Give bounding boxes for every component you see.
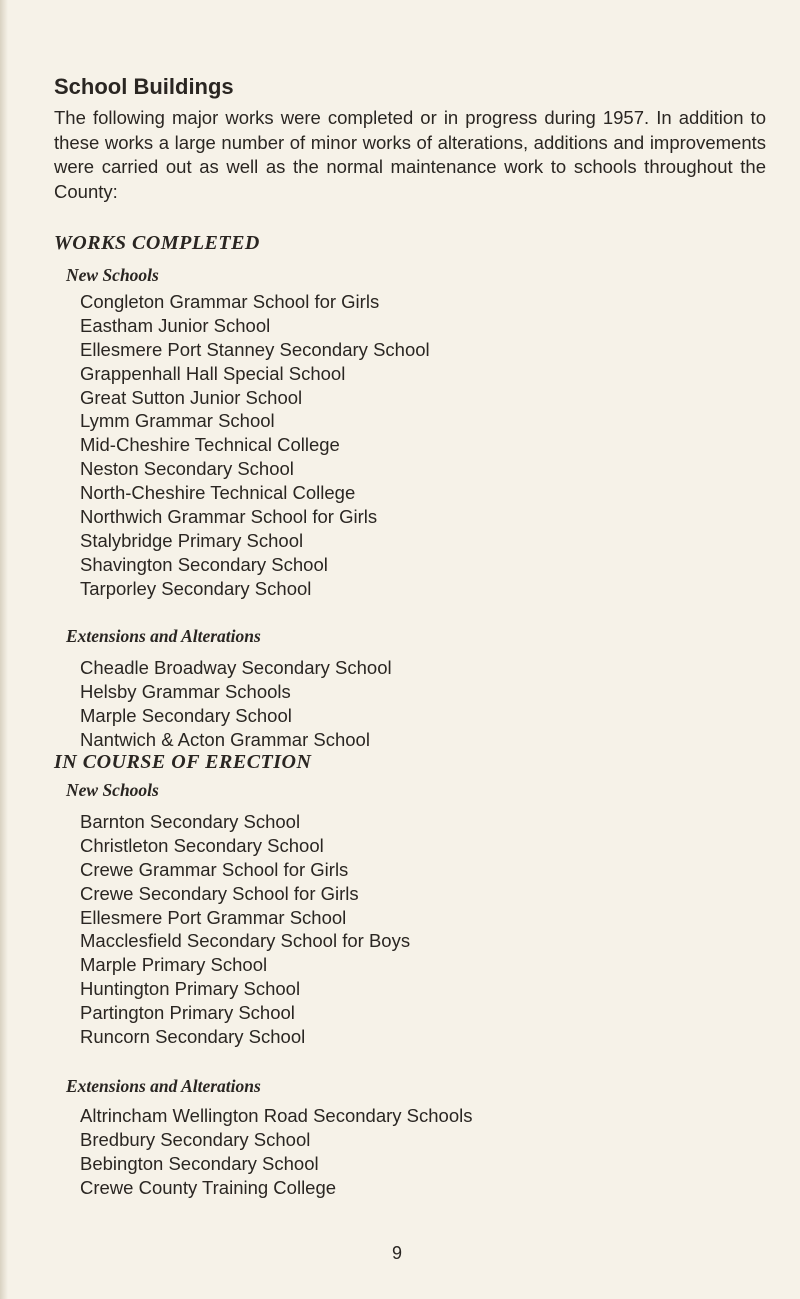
school-list-item: Nantwich & Acton Grammar School [80,728,370,750]
page-edge-shadow [0,0,8,1299]
school-list-item: Eastham Junior School [80,314,271,336]
school-list-item: Grappenhall Hall Special School [80,362,346,384]
school-list-item: Bebington Secondary School [80,1152,319,1174]
school-list-item: Crewe Grammar School for Girls [80,858,349,880]
school-list-item: Christleton Secondary School [80,834,324,856]
school-list-item: Altrincham Wellington Road Secondary Schools [80,1105,473,1126]
completed-new-schools-title: New Schools [66,265,159,285]
in-course-title: IN COURSE OF ERECTION [54,751,312,773]
school-list-item: Congleton Grammar School for Girls [80,291,380,312]
works-completed-title: WORKS COMPLETED [54,232,260,254]
in-course-extensions-title: Extensions and Alterations [66,1076,261,1096]
school-list-item: Stalybridge Primary School [80,529,304,551]
completed-new-schools-list [80,290,430,601]
school-list-item: Helsby Grammar Schools [80,680,291,702]
in-course-new-schools-list [80,810,410,1049]
school-list-item: Neston Secondary School [80,458,294,480]
school-list-item: Huntington Primary School [80,978,301,1000]
school-list-item: Tarporley Secondary School [80,577,312,599]
intro-paragraph: The following major works were completed or in progress during 1957. In addition to these works a large number of minor works of alterations, additions and improvements were carried out as well as the normal maintenance work to schools throughout the County: [54,107,766,202]
completed-extensions-title: Extensions and Alterations [66,626,261,646]
school-list-item: Crewe County Training College [80,1176,337,1198]
school-list-item: Lymm Grammar School [80,410,275,432]
page-heading: School Buildings [54,74,234,99]
in-course-new-schools-title: New Schools [66,780,159,800]
school-list-item: Crewe Secondary School for Girls [80,882,359,904]
school-list-item: Barnton Secondary School [80,811,301,832]
page-number: 9 [392,1243,403,1263]
in-course-extensions-list [80,1104,472,1200]
school-list-item: Marple Secondary School [80,704,292,726]
school-list-item: Great Sutton Junior School [80,386,303,408]
school-list-item: Partington Primary School [80,1002,295,1024]
school-list-item: Cheadle Broadway Secondary School [80,657,392,678]
school-list-item: Bredbury Secondary School [80,1128,311,1150]
school-list-item: North-Cheshire Technical College [80,482,356,504]
school-list-item: Marple Primary School [80,954,268,976]
school-list-item: Runcorn Secondary School [80,1026,306,1048]
school-list-item: Shavington Secondary School [80,553,328,575]
school-list-item: Northwich Grammar School for Girls [80,506,378,528]
school-list-item: Macclesfield Secondary School for Boys [80,930,411,952]
school-list-item: Ellesmere Port Grammar School [80,906,347,928]
completed-extensions-list [80,656,392,752]
school-list-item: Mid-Cheshire Technical College [80,434,340,456]
school-list-item: Ellesmere Port Stanney Secondary School [80,338,430,360]
